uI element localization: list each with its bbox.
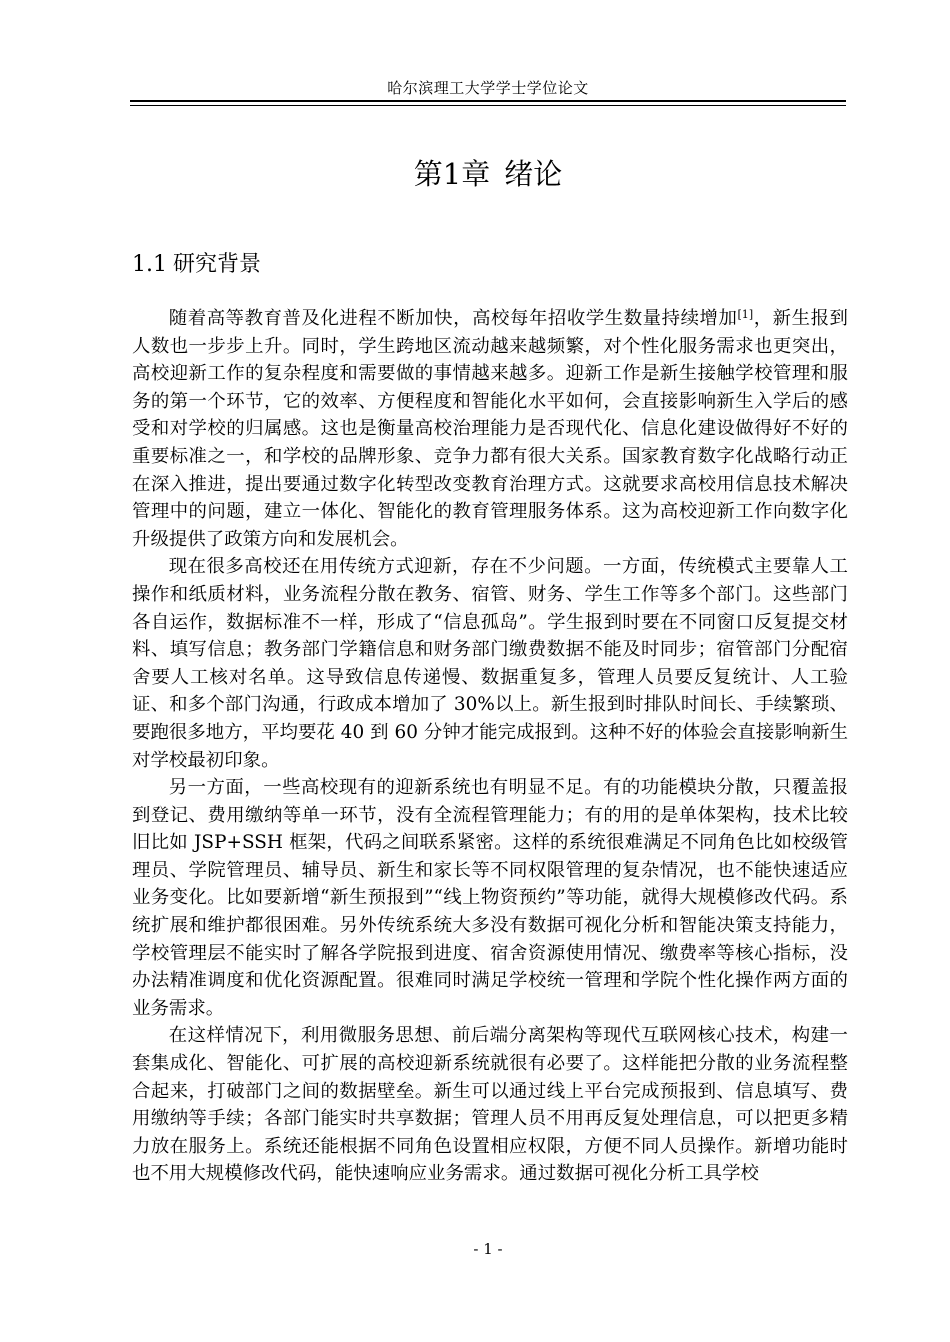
section-heading [132,249,261,281]
section-name: 研究背景 [173,252,262,277]
chapter-title [130,154,846,194]
header-rule-thin [130,105,846,106]
header-rule-thick [130,100,846,102]
citation-ref: [1] [737,308,754,321]
paragraph-3: 另一方面，一些高校现有的迎新系统也有明显不足。有的功能模块分散，只覆盖报到登记、费用缴纳等单一环节，没有全流程管理能力；有的用的是单体架构，技术比较旧比如 JSP+SSH 框架，代码之间联系紧密。这样的系统很难满足不同角色比如校级管理员、学院管理员、辅导员、新生和家长等不同权限管理的复杂情况，也不能快速适应业务变化。比如要新增“新生预报到”“线上物资预约”等功能，就得大规模修改代码。系统扩展和维护都很困难。另外传统系统大多没有数据可视化分析和智能决策支持能力，学校管理层不能实时了解各学院报到进度、宿舍资源使用情况、缴费率等核心指标，没办法精准调度和优化资源配置。很难同时满足学校统一管理和学院个性化操作两方面的业务需求。 [132,777,848,1019]
chapter-name: 绪论 [504,157,563,191]
body-text [132,305,848,1188]
section-number: 1.1 [132,252,167,277]
paragraph-1 [132,305,848,553]
paragraph-4: 在这样情况下，利用微服务思想、前后端分离架构等现代互联网核心技术，构建一套集成化、智能化、可扩展的高校迎新系统就很有必要了。这样能把分散的业务流程整合起来，打破部门之间的数据壁垒。新生可以通过线上平台完成预报到、信息填写、费用缴纳等手续；各部门能实时共享数据；管理人员不用再反复处理信息，可以把更多精力放在服务上。系统还能根据不同角色设置相应权限，方便不同人员操作。新增功能时也不用大规模修改代码，能快速响应业务需求。通过数据可视化分析工具学校 [132,1025,848,1185]
chapter-number: 第1章 [413,157,491,191]
paragraph-1-rest: ，新生报到人数也一步步上升。同时，学生跨地区流动越来越频繁，对个性化服务需求也更突出，高校迎新工作的复杂程度和需要做的事情越来越多。迎新工作是新生接触学校管理和服务的第一个环节，它的效率、方便程度和智能化水平如何，会直接影响新生入学后的感受和对学校的归属感。这也是衡量高校治理能力是否现代化、信息化建设做得好不好的重要标准之一，和学校的品牌形象、竞争力都有很大关系。国家教育数字化战略行动正在深入推进，提出要通过数字化转型改变教育治理方式。这就要求高校用信息技术解决管理中的问题，建立一体化、智能化的教育管理服务体系。这为高校迎新工作向数字化升级提供了政策方向和发展机会。 [132,308,848,550]
paragraph-2: 现在很多高校还在用传统方式迎新，存在不少问题。一方面，传统模式主要靠人工操作和纸质材料，业务流程分散在教务、宿管、财务、学生工作等多个部门。这些部门各自运作，数据标准不一样，形成了“信息孤岛”。学生报到时要在不同窗口反复提交材料、填写信息；教务部门学籍信息和财务部门缴费数据不能及时同步；宿管部门分配宿舍要人工核对名单。这导致信息传递慢、数据重复多，管理人员要反复统计、人工验证、和多个部门沟通，行政成本增加了 30%以上。新生报到时排队时间长、手续繁琐、要跑很多地方，平均要花 40 到 60 分钟才能完成报到。这种不好的体验会直接影响新生对学校最初印象。 [132,556,849,771]
paragraph-1-lead: 随着高等教育普及化进程不断加快，高校每年招收学生数量持续增加 [168,308,738,329]
page-number: - 1 - [473,1240,503,1258]
running-header: 哈尔滨理工大学学士学位论文 [387,79,589,97]
